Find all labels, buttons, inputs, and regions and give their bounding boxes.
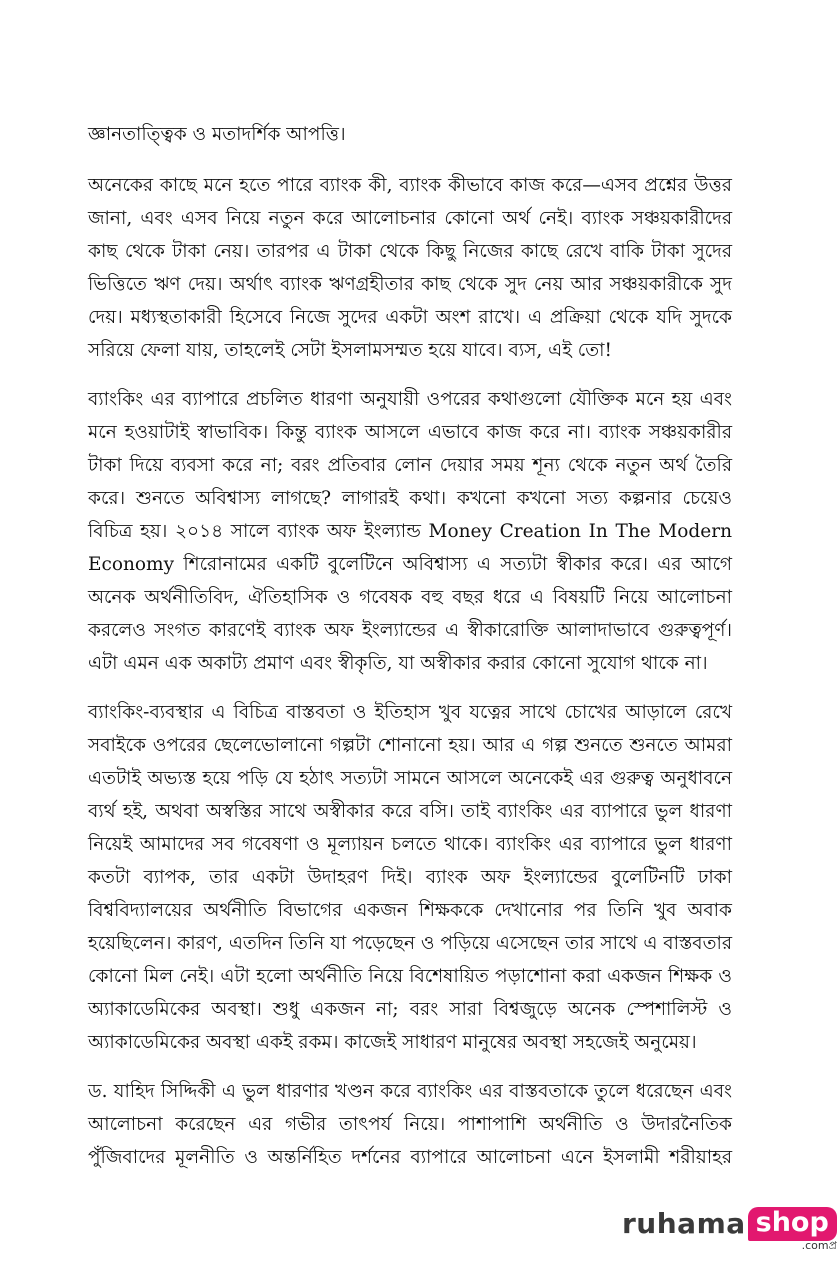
paragraph-4: ড. যাহিদ সিদ্দিকী এ ভুল ধারণার খণ্ডন করে ব্যাংকিং এর বাস্তবতাকে তুলে ধরেছেন এবং আলোচনা করেছেন এর গভীর তাৎপর্য নিয়ে। পাশাপাশি অর্থনীতি ও উদারনৈতিক পুঁজিবাদের মূলনীতি ও অন্তর্নিহিত দর্শনের ব্যাপারে আলোচনা এনে ইসলামী শরীয়াহর	[88, 1081, 732, 1168]
paragraph-1: অনেকের কাছে মনে হতে পারে ব্যাংক কী, ব্যাংক কীভাবে কাজ করে—এসব প্রশ্নের উত্তর জানা, এবং এসব নিয়ে নতুন করে আলোচনার কোনো অর্থ নেই। ব্যাংক সঞ্চয়কারীদের কাছ থেকে টাকা নেয়। তারপর এ টাকা থেকে কিছু নিজের কাছে রেখে বাকি টাকা সুদের ভিত্তিতে ঋণ দেয়। অর্থাৎ ব্যাংক ঋণগ্রহীতার কাছ থেকে সুদ নেয় আর সঞ্চয়কারীকে সুদ দেয়। মধ্যস্থতাকারী হিসেবে নিজে সুদের একটা অংশ রাখে। এ প্রক্রিয়া থেকে যদি সুদকে সরিয়ে ফেলা যায়, তাহলেই সেটা ইসলামসম্মত হয়ে যাবে। ব্যস, এই তো!	[88, 175, 732, 361]
logo-domain: .comপ্র	[801, 1239, 837, 1252]
logo-text-shop: shop	[748, 1207, 837, 1241]
paragraph-3: ব্যাংকিং-ব্যবস্থার এ বিচিত্র বাস্তবতা ও ইতিহাস খুব যত্নের সাথে চোখের আড়ালে রেখে সবাইকে ওপরের ছেলেভোলানো গল্পটা শোনানো হয়। আর এ গল্প শুনতে শুনতে আমরা এতটাই অভ্যস্ত হয়ে পড়ি যে হঠাৎ সত্যটা সামনে আসলে অনেকেই এর গুরুত্ব অনুধাবনে ব্যর্থ হই, অথবা অস্বস্তির সাথে অস্বীকার করে বসি। তাই ব্যাংকিং এর ব্যাপারে ভুল ধারণা নিয়েই আমাদের সব গবেষণা ও মূল্যায়ন চলতে থাকে। ব্যাংকিং এর ব্যাপারে ভুল ধারণা কতটা ব্যাপক, তার একটা উদাহরণ দিই। ব্যাংক অফ ইংল্যান্ডের বুলেটিনটি ঢাকা বিশ্ববিদ্যালয়ের অর্থনীতি বিভাগের একজন শিক্ষককে দেখানোর পর তিনি খুব অবাক হয়েছিলেন। কারণ, এতদিন তিনি যা পড়েছেন ও পড়িয়ে এসেছেন তার সাথে এ বাস্তবতার কোনো মিল নেই। এটা হলো অর্থনীতি নিয়ে বিশেষায়িত পড়াশোনা করা একজন শিক্ষক ও অ্যাকাডেমিকের অবস্থা। শুধু একজন না; বরং সারা বিশ্বজুড়ে অনেক স্পেশালিস্ট ও অ্যাকাডেমিকের অবস্থা একই রকম। কাজেই সাধারণ মানুষের অবস্থা সহজেই অনুমেয়।	[88, 702, 732, 1053]
document-page	[88, 118, 732, 1190]
paragraph-2: ব্যাংকিং এর ব্যাপারে প্রচলিত ধারণা অনুযায়ী ওপরের কথাগুলো যৌক্তিক মনে হয় এবং মনে হওয়াটাই স্বাভাবিক। কিন্তু ব্যাংক আসলে এভাবে কাজ করে না। ব্যাংক সঞ্চয়কারীর টাকা দিয়ে ব্যবসা করে না; বরং প্রতিবার লোন দেয়ার সময় শূন্য থেকে নতুন অর্থ তৈরি করে। শুনতে অবিশ্বাস্য লাগছে? লাগারই কথা। কখনো কখনো সত্য কল্পনার চেয়েও বিচিত্র হয়। ২০১৪ সালে ব্যাংক অফ ইংল্যান্ড Money Creation In The Modern Economy শিরোনামের একটি বুলেটিনে অবিশ্বাস্য এ সত্যটা স্বীকার করে। এর আগে অনেক অর্থনীতিবিদ, ঐতিহাসিক ও গবেষক বহু বছর ধরে এ বিষয়টি নিয়ে আলোচনা করলেও সংগত কারণেই ব্যাংক অফ ইংল্যান্ডের এ স্বীকারোক্তি আলাদাভাবে গুরুত্বপূর্ণ। এটা এমন এক অকাট্য প্রমাণ এবং স্বীকৃতি, যা অস্বীকার করার কোনো সুযোগ থাকে না।	[88, 389, 732, 674]
intro-line: জ্ঞানতাত্ত্বিক ও মতাদর্শিক আপত্তি।	[88, 124, 346, 145]
logo-text-ruhama: ruhama	[622, 1207, 746, 1240]
ruhamashop-logo	[622, 1207, 837, 1252]
logo-shop-badge	[748, 1207, 837, 1252]
